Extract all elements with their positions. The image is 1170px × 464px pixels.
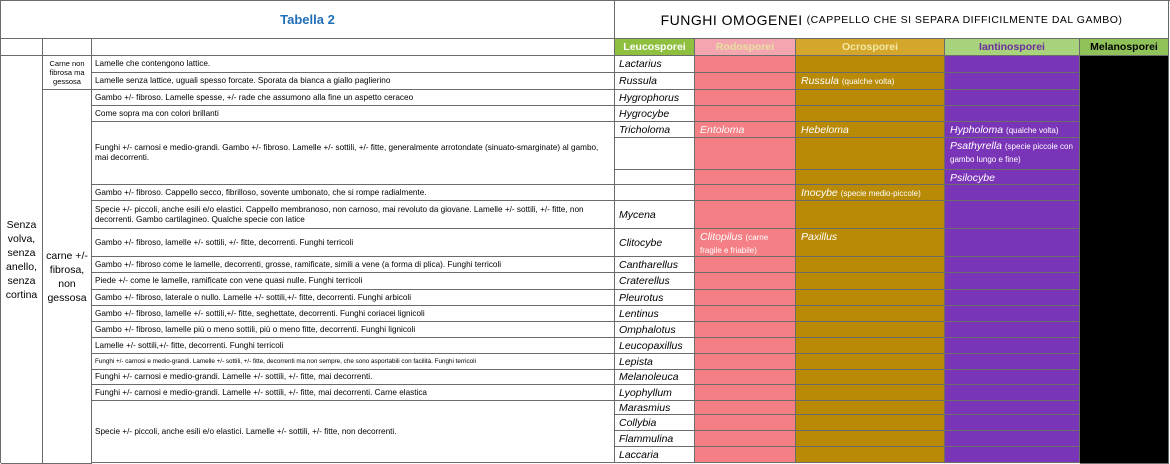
- genus-paxillus-name: Paxillus: [801, 231, 838, 243]
- ocro-cell[interactable]: [796, 385, 945, 401]
- iantino-cell[interactable]: [945, 338, 1080, 354]
- description-row[interactable]: [92, 290, 615, 306]
- group-carne-fibrosa[interactable]: [43, 90, 92, 464]
- rodo-cell[interactable]: [695, 170, 796, 185]
- rodo-cell[interactable]: [695, 201, 796, 229]
- leuco-genus: Omphalotus: [619, 323, 676, 336]
- genus-entoloma[interactable]: [696, 123, 795, 137]
- description-text: Specie +/- piccoli, anche esili e/o elastici. Lamelle +/- sottili, +/- fitte, non decorrenti.: [95, 426, 397, 436]
- leuco-genus: Lentinus: [619, 307, 659, 320]
- ocro-cell[interactable]: [796, 290, 945, 306]
- description-text: Lamelle senza lattice, uguali spesso forcate. Sporata da bianca a giallo paglierino: [95, 76, 391, 85]
- main-title-small: (CAPPELLO CHE SI SEPARA DIFFICILMENTE DAL GAMBO): [806, 13, 1123, 26]
- ocro-cell[interactable]: [796, 415, 945, 431]
- leuco-genus-cell[interactable]: [615, 56, 695, 73]
- iantino-cell[interactable]: [945, 354, 1080, 370]
- ocro-cell[interactable]: [796, 401, 945, 415]
- rodo-cell[interactable]: [695, 401, 796, 415]
- description-row[interactable]: [92, 257, 615, 273]
- ocro-cell[interactable]: [796, 306, 945, 322]
- rodo-cell[interactable]: [695, 431, 796, 447]
- ocro-cell[interactable]: [796, 431, 945, 447]
- iantino-cell[interactable]: [945, 273, 1080, 290]
- genus-entoloma-name: Entoloma: [700, 124, 745, 136]
- iantino-cell[interactable]: [945, 322, 1080, 338]
- leuco-genus-cell[interactable]: [615, 273, 695, 290]
- main-title-big: FUNGHI OMOGENEI: [660, 11, 803, 28]
- description-row[interactable]: [92, 273, 615, 290]
- genus-psathyrella[interactable]: [946, 139, 1079, 169]
- description-row[interactable]: [92, 370, 615, 385]
- description-text: Piede +/- come le lamelle, ramificate con vene quasi nulle. Funghi terricoli: [95, 276, 363, 285]
- iantino-cell[interactable]: [945, 290, 1080, 306]
- iantino-cell[interactable]: [945, 90, 1080, 106]
- leuco-genus-cell[interactable]: [615, 185, 695, 201]
- rodo-cell[interactable]: [695, 138, 796, 170]
- leuco-genus-cell[interactable]: [615, 385, 695, 401]
- header-blank-a[interactable]: [1, 39, 43, 56]
- rodo-cell[interactable]: [695, 415, 796, 431]
- genus-hypholoma-note: (qualche volta): [1006, 126, 1059, 135]
- ocro-cell[interactable]: [796, 273, 945, 290]
- description-text: Funghi +/- carnosi e medio-grandi. Lamelle +/- sottili, +/- fitte, decorrenti ma non sempre, che sono asportabili con facilità. Funghi terricoli: [95, 357, 476, 365]
- leuco-genus-cell[interactable]: [615, 201, 695, 229]
- genus-russula_ocro[interactable]: [797, 74, 944, 89]
- rodo-cell[interactable]: [695, 370, 796, 385]
- leuco-genus-cell[interactable]: [615, 322, 695, 338]
- description-text: Gambo +/- fibroso, lamelle +/- sottili, +/- fitte, decorrenti. Funghi terricoli: [95, 237, 354, 247]
- leuco-genus: Flammulina: [619, 432, 674, 445]
- rodo-cell[interactable]: [695, 257, 796, 273]
- description-text: Gambo +/- fibroso, laterale o nullo. Lamelle +/- sottili,+/- fitte, decorrenti. Funghi arbicoli: [95, 292, 412, 302]
- iantino-cell[interactable]: [945, 415, 1080, 431]
- description-text: Funghi +/- carnosi e medio-grandi. Gambo +/- fibroso. Lamelle +/- sottili, +/- fitte, generalmente arrotondate (sinuato-smarginate) al gambo, mai decorrenti.: [95, 143, 599, 162]
- iantino-cell[interactable]: [945, 229, 1080, 257]
- iantino-cell[interactable]: [945, 385, 1080, 401]
- description-row[interactable]: [92, 338, 615, 354]
- rodo-cell[interactable]: [695, 56, 796, 73]
- genus-inocybe-name: Inocybe: [801, 187, 838, 199]
- rodo-cell[interactable]: [695, 354, 796, 370]
- genus-psilocybe[interactable]: [946, 171, 1079, 184]
- leuco-genus: Melanoleuca: [619, 371, 679, 383]
- table-title-cell[interactable]: [1, 1, 615, 39]
- genus-inocybe[interactable]: [797, 186, 944, 200]
- header-leuco-label: Leucosporei: [623, 41, 686, 53]
- ocro-cell[interactable]: [796, 201, 945, 229]
- ocro-cell[interactable]: [796, 447, 945, 463]
- leuco-genus: [615, 170, 694, 184]
- header-blank-b[interactable]: [43, 39, 92, 56]
- ocro-cell[interactable]: [796, 354, 945, 370]
- genus-paxillus[interactable]: [797, 230, 944, 256]
- leuco-genus: Laccaria: [619, 448, 659, 461]
- description-text: Lamelle +/- sottili,+/- fitte, decorrenti. Funghi terricoli: [95, 340, 284, 350]
- description-row[interactable]: [92, 201, 615, 229]
- leuco-genus: Russula: [619, 75, 657, 87]
- rodo-cell[interactable]: [695, 90, 796, 106]
- genus-hebeloma-name: Hebeloma: [801, 124, 849, 136]
- header-melano-label: Melanosporei: [1090, 41, 1158, 53]
- iantino-cell[interactable]: [945, 401, 1080, 415]
- leuco-genus-cell[interactable]: [615, 306, 695, 322]
- leuco-genus-cell[interactable]: [615, 415, 695, 431]
- description-text: Gambo +/- fibroso. Cappello secco, fibrilloso, sovente umbonato, che si rompe radialmente.: [95, 187, 427, 197]
- genus-psilocybe-name: Psilocybe: [950, 172, 995, 184]
- leuco-genus: Marasmius: [619, 401, 671, 414]
- rodo-cell[interactable]: [695, 106, 796, 122]
- leuco-genus-cell[interactable]: [615, 447, 695, 463]
- group-carne-non-fibrosa[interactable]: [43, 56, 92, 90]
- rodo-cell[interactable]: [695, 338, 796, 354]
- genus-russula_ocro-note: (qualche volta): [841, 77, 895, 86]
- iantino-cell[interactable]: [945, 73, 1080, 90]
- leuco-genus: Hygrocybe: [619, 107, 670, 120]
- header-leuco[interactable]: [615, 39, 695, 56]
- rodo-cell[interactable]: [695, 290, 796, 306]
- iantino-cell[interactable]: [945, 257, 1080, 273]
- iantino-cell[interactable]: [945, 447, 1080, 463]
- leuco-genus: Tricholoma: [619, 123, 671, 136]
- description-row[interactable]: [92, 73, 615, 90]
- leuco-genus: Hygrophorus: [619, 91, 680, 104]
- leuco-genus-cell[interactable]: [615, 106, 695, 122]
- leuco-genus: Leucopaxillus: [619, 339, 683, 352]
- melano-column[interactable]: [1080, 56, 1169, 464]
- description-row[interactable]: [92, 322, 615, 338]
- leuco-genus-cell[interactable]: [615, 229, 695, 257]
- description-text: Gambo +/- fibroso, lamelle più o meno sottili, più o meno fitte, decorrenti. Funghi lignicoli: [95, 324, 416, 334]
- table-title: Tabella 2: [280, 12, 335, 27]
- description-text: Gambo +/- fibroso, lamelle +/- sottili,+/- fitte, seghettate, decorrenti. Funghi coriacei lignicoli: [95, 308, 425, 318]
- description-text: Funghi +/- carnosi e medio-grandi. Lamelle +/- sottili, +/- fitte, mai decorrenti.: [95, 372, 373, 381]
- ocro-cell[interactable]: [796, 90, 945, 106]
- rodo-cell[interactable]: [695, 273, 796, 290]
- leuco-genus: Collybia: [619, 416, 657, 429]
- ocro-cell[interactable]: [796, 338, 945, 354]
- group-carne-non-fibrosa-label: Carne non fibrosa ma gessosa: [49, 59, 85, 86]
- genus-russula_ocro-name: Russula: [801, 75, 839, 87]
- iantino-cell[interactable]: [945, 201, 1080, 229]
- leuco-genus-cell[interactable]: [615, 370, 695, 385]
- group-senza-volva-label: Senza volva, senza anello, senza cortina: [5, 218, 38, 301]
- description-row[interactable]: [92, 106, 615, 122]
- leuco-genus-cell[interactable]: [615, 138, 695, 170]
- rodo-cell[interactable]: [695, 385, 796, 401]
- ocro-cell[interactable]: [796, 138, 945, 170]
- ocro-cell[interactable]: [796, 106, 945, 122]
- main-title-cell[interactable]: [615, 1, 1169, 39]
- description-row[interactable]: [92, 401, 615, 463]
- ocro-cell[interactable]: [796, 370, 945, 385]
- leuco-genus-cell[interactable]: [615, 73, 695, 90]
- iantino-cell[interactable]: [945, 431, 1080, 447]
- rodo-cell[interactable]: [695, 185, 796, 201]
- leuco-genus: [615, 138, 694, 169]
- genus-hypholoma[interactable]: [946, 123, 1079, 137]
- header-rodo[interactable]: [695, 39, 796, 56]
- leuco-genus-cell[interactable]: [615, 257, 695, 273]
- leuco-genus: [615, 185, 694, 200]
- leuco-genus-cell[interactable]: [615, 401, 695, 415]
- leuco-genus-cell[interactable]: [615, 431, 695, 447]
- leuco-genus: Pleurotus: [619, 291, 664, 304]
- description-row[interactable]: [92, 56, 615, 73]
- description-text: Specie +/- piccoli, anche esili e/o elastici. Cappello membranoso, non carnoso, mai revoluto da giovane. Lamelle +/- sottili, +/- fitte, non decorrenti. Gambo cartilagineo. Qualche specie con latice: [95, 204, 584, 224]
- description-text: Funghi +/- carnosi e medio-grandi. Lamelle +/- sottili, +/- fitte, mai decorrenti. Carne elastica: [95, 387, 427, 397]
- description-row[interactable]: [92, 354, 615, 370]
- leuco-genus-cell[interactable]: [615, 122, 695, 138]
- description-text: Gambo +/- fibroso. Lamelle spesse, +/- rade che assumono alla fine un aspetto ceraceo: [95, 92, 414, 102]
- leuco-genus: Craterellus: [619, 275, 670, 287]
- leuco-genus: Lyophyllum: [619, 386, 672, 399]
- leuco-genus-cell[interactable]: [615, 90, 695, 106]
- genus-psathyrella-name: Psathyrella: [950, 140, 1002, 152]
- header-blank-c[interactable]: [92, 39, 615, 56]
- iantino-cell[interactable]: [945, 185, 1080, 201]
- leuco-genus: Clitocybe: [619, 236, 663, 249]
- ocro-cell[interactable]: [796, 170, 945, 185]
- leuco-genus-cell[interactable]: [615, 290, 695, 306]
- description-row[interactable]: [92, 90, 615, 106]
- header-iantino[interactable]: [945, 39, 1080, 56]
- leuco-genus: Lepista: [619, 355, 653, 368]
- description-text: Lamelle che contengono lattice.: [95, 59, 211, 68]
- iantino-cell[interactable]: [945, 106, 1080, 122]
- leuco-genus-cell[interactable]: [615, 354, 695, 370]
- header-rodo-label: Rodosporei: [715, 41, 775, 53]
- genus-inocybe-note: (specie medio-piccole): [840, 189, 921, 198]
- leuco-genus-cell[interactable]: [615, 170, 695, 185]
- main-title: [615, 1, 1168, 38]
- rodo-cell[interactable]: [695, 73, 796, 90]
- rodo-cell[interactable]: [695, 322, 796, 338]
- iantino-cell[interactable]: [945, 56, 1080, 73]
- description-row[interactable]: [92, 122, 615, 185]
- genus-psathyrella-note: (specie piccole con gambo lungo e fine): [950, 142, 1073, 164]
- rodo-cell[interactable]: [695, 306, 796, 322]
- leuco-genus: Cantharellus: [619, 258, 678, 271]
- description-row[interactable]: [92, 185, 615, 201]
- iantino-cell[interactable]: [945, 370, 1080, 385]
- genus-clitopilus-note: (carne fragile e friabile): [700, 233, 769, 255]
- description-row[interactable]: [92, 229, 615, 257]
- description-text: Gambo +/- fibroso come le lamelle, decorrenti, grosse, ramificate, simili a vene (a forma di plica). Funghi terricoli: [95, 259, 502, 269]
- header-ocro[interactable]: [796, 39, 945, 56]
- leuco-genus: Lactarius: [619, 58, 662, 70]
- header-ocro-label: Ocrosporei: [841, 41, 899, 53]
- rodo-cell[interactable]: [695, 447, 796, 463]
- group-senza-volva[interactable]: [1, 56, 43, 464]
- description-text: Come sopra ma con colori brillanti: [95, 108, 219, 118]
- description-row[interactable]: [92, 385, 615, 401]
- iantino-cell[interactable]: [945, 306, 1080, 322]
- header-iantino-label: Iantinosporei: [979, 41, 1045, 53]
- genus-hypholoma-name: Hypholoma: [950, 124, 1004, 136]
- genus-clitopilus[interactable]: [696, 230, 795, 256]
- ocro-cell[interactable]: [796, 257, 945, 273]
- leuco-genus-cell[interactable]: [615, 338, 695, 354]
- ocro-cell[interactable]: [796, 56, 945, 73]
- description-row[interactable]: [92, 306, 615, 322]
- genus-hebeloma[interactable]: [797, 123, 944, 137]
- genus-clitopilus-name: Clitopilus: [700, 231, 743, 243]
- leuco-genus: Mycena: [619, 208, 656, 221]
- ocro-cell[interactable]: [796, 322, 945, 338]
- header-melano[interactable]: [1080, 39, 1169, 56]
- group-carne-fibrosa-label: carne +/- fibrosa, non gessosa: [46, 249, 88, 304]
